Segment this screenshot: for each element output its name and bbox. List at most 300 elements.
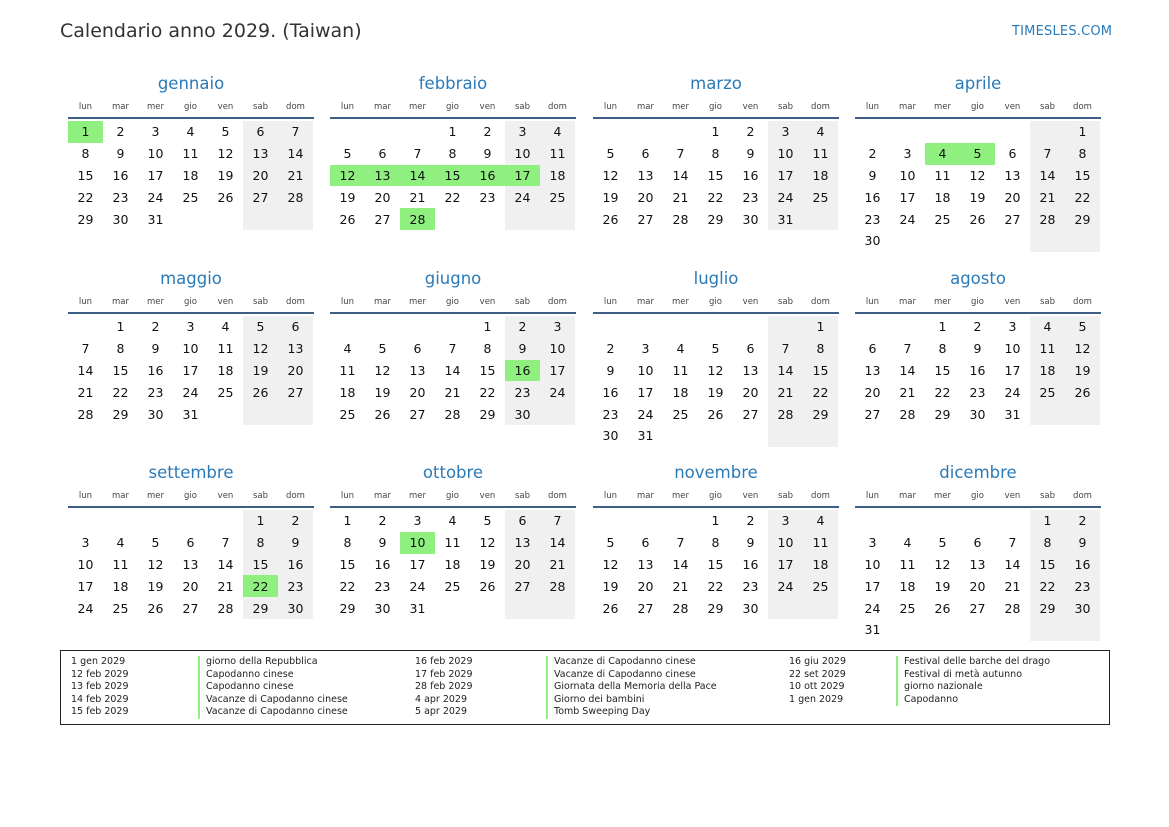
- day-cell[interactable]: 5: [221, 124, 230, 140]
- day-cell[interactable]: 7: [676, 535, 685, 551]
- day-cell[interactable]: 26: [374, 406, 391, 422]
- day-cell[interactable]: 31: [864, 622, 881, 638]
- day-cell[interactable]: 18: [540, 165, 575, 187]
- day-cell[interactable]: 16: [374, 556, 391, 572]
- day-cell[interactable]: 17: [540, 360, 575, 382]
- day-cell[interactable]: 30: [1065, 597, 1100, 619]
- day-cell[interactable]: 13: [505, 532, 540, 554]
- day-cell[interactable]: 18: [899, 578, 916, 594]
- day-cell[interactable]: 8: [483, 341, 492, 357]
- day-cell[interactable]: 9: [746, 146, 755, 162]
- day-cell[interactable]: 16: [742, 167, 759, 183]
- day-cell[interactable]: 21: [540, 554, 575, 576]
- day-cell[interactable]: 15: [934, 362, 951, 378]
- day-cell[interactable]: 11: [339, 362, 356, 378]
- day-cell[interactable]: 13: [637, 167, 654, 183]
- day-cell[interactable]: 21: [768, 381, 803, 403]
- day-cell[interactable]: 19: [374, 384, 391, 400]
- day-cell[interactable]: 7: [768, 338, 803, 360]
- day-cell[interactable]: 22: [479, 384, 496, 400]
- day-cell[interactable]: 7: [81, 341, 90, 357]
- day-cell[interactable]: 19: [934, 578, 951, 594]
- day-cell[interactable]: 26: [934, 600, 951, 616]
- day-cell[interactable]: 3: [540, 316, 575, 338]
- day-cell[interactable]: 26: [1065, 381, 1100, 403]
- day-cell[interactable]: 11: [672, 362, 689, 378]
- day-cell[interactable]: 25: [899, 600, 916, 616]
- day-cell[interactable]: 8: [803, 338, 838, 360]
- day-cell[interactable]: 27: [969, 600, 986, 616]
- day-cell[interactable]: 16: [742, 556, 759, 572]
- day-cell[interactable]: 18: [803, 165, 838, 187]
- day-cell[interactable]: 28: [672, 600, 689, 616]
- day-cell[interactable]: 14: [672, 556, 689, 572]
- day-cell[interactable]: 20: [1004, 189, 1021, 205]
- day-cell[interactable]: 13: [409, 362, 426, 378]
- day-cell[interactable]: 31: [768, 208, 803, 230]
- day-cell[interactable]: 25: [803, 186, 838, 208]
- day-cell[interactable]: 30: [742, 211, 759, 227]
- day-cell[interactable]: 16: [864, 189, 881, 205]
- day-cell[interactable]: 26: [147, 600, 164, 616]
- day-cell[interactable]: 17: [182, 362, 199, 378]
- day-cell[interactable]: 24: [899, 211, 916, 227]
- day-cell[interactable]: 22: [934, 384, 951, 400]
- day-cell[interactable]: 15: [112, 362, 129, 378]
- day-cell[interactable]: 26: [602, 211, 619, 227]
- day-cell[interactable]: 23: [278, 575, 313, 597]
- day-cell[interactable]: 11: [803, 143, 838, 165]
- day-cell[interactable]: 13: [864, 362, 881, 378]
- day-cell[interactable]: 30: [112, 211, 129, 227]
- day-cell[interactable]: 30: [147, 406, 164, 422]
- day-cell[interactable]: 15: [707, 167, 724, 183]
- day-cell[interactable]: 1: [1065, 121, 1100, 143]
- day-cell[interactable]: 15: [479, 362, 496, 378]
- day-cell[interactable]: 7: [540, 510, 575, 532]
- day-cell[interactable]: 2: [746, 513, 755, 529]
- day-cell[interactable]: 22: [77, 189, 94, 205]
- day-cell[interactable]: 28: [278, 186, 313, 208]
- day-cell[interactable]: 14: [540, 532, 575, 554]
- day-cell[interactable]: 3: [768, 121, 803, 143]
- day-cell[interactable]: 19: [339, 189, 356, 205]
- day-cell[interactable]: 10: [182, 341, 199, 357]
- day-cell[interactable]: 24: [637, 406, 654, 422]
- day-cell[interactable]: 28: [768, 403, 803, 425]
- day-cell[interactable]: 13: [742, 362, 759, 378]
- day-cell[interactable]: 8: [448, 146, 457, 162]
- day-cell[interactable]: 7: [221, 535, 230, 551]
- day-cell[interactable]: 30: [864, 233, 881, 249]
- day-cell[interactable]: 27: [243, 186, 278, 208]
- day-cell[interactable]: 19: [479, 556, 496, 572]
- day-cell[interactable]: 23: [147, 384, 164, 400]
- day-cell[interactable]: 4: [186, 124, 195, 140]
- day-cell[interactable]: 3: [151, 124, 160, 140]
- day-cell[interactable]: 5: [243, 316, 278, 338]
- day-cell[interactable]: 17: [768, 554, 803, 576]
- day-cell[interactable]: 21: [444, 384, 461, 400]
- day-cell[interactable]: 28: [1030, 208, 1065, 230]
- day-cell[interactable]: 16: [1065, 554, 1100, 576]
- day-cell[interactable]: 6: [505, 510, 540, 532]
- day-cell[interactable]: 12: [374, 362, 391, 378]
- day-cell[interactable]: 30: [505, 403, 540, 425]
- day-cell[interactable]: 19: [217, 167, 234, 183]
- holiday-day-cell[interactable]: 14: [400, 165, 435, 187]
- day-cell[interactable]: 22: [112, 384, 129, 400]
- day-cell[interactable]: 27: [374, 211, 391, 227]
- day-cell[interactable]: 11: [1030, 338, 1065, 360]
- day-cell[interactable]: 24: [182, 384, 199, 400]
- day-cell[interactable]: 20: [374, 189, 391, 205]
- day-cell[interactable]: 20: [182, 578, 199, 594]
- day-cell[interactable]: 9: [505, 338, 540, 360]
- day-cell[interactable]: 16: [602, 384, 619, 400]
- day-cell[interactable]: 28: [672, 211, 689, 227]
- day-cell[interactable]: 3: [1008, 319, 1017, 335]
- day-cell[interactable]: 30: [742, 600, 759, 616]
- day-cell[interactable]: 11: [934, 167, 951, 183]
- day-cell[interactable]: 15: [1065, 165, 1100, 187]
- day-cell[interactable]: 10: [864, 556, 881, 572]
- day-cell[interactable]: 20: [969, 578, 986, 594]
- day-cell[interactable]: 29: [707, 211, 724, 227]
- day-cell[interactable]: 21: [409, 189, 426, 205]
- day-cell[interactable]: 11: [182, 146, 199, 162]
- day-cell[interactable]: 3: [186, 319, 195, 335]
- day-cell[interactable]: 20: [409, 384, 426, 400]
- day-cell[interactable]: 5: [606, 535, 615, 551]
- day-cell[interactable]: 30: [278, 597, 313, 619]
- day-cell[interactable]: 28: [1004, 600, 1021, 616]
- day-cell[interactable]: 25: [672, 406, 689, 422]
- day-cell[interactable]: 29: [1065, 208, 1100, 230]
- day-cell[interactable]: 2: [973, 319, 982, 335]
- day-cell[interactable]: 6: [746, 341, 755, 357]
- day-cell[interactable]: 9: [278, 532, 313, 554]
- day-cell[interactable]: 16: [112, 167, 129, 183]
- day-cell[interactable]: 4: [803, 510, 838, 532]
- day-cell[interactable]: 15: [339, 556, 356, 572]
- day-cell[interactable]: 17: [899, 189, 916, 205]
- day-cell[interactable]: 19: [1065, 360, 1100, 382]
- day-cell[interactable]: 21: [278, 165, 313, 187]
- day-cell[interactable]: 1: [938, 319, 947, 335]
- day-cell[interactable]: 14: [217, 556, 234, 572]
- day-cell[interactable]: 11: [803, 532, 838, 554]
- day-cell[interactable]: 26: [479, 578, 496, 594]
- day-cell[interactable]: 2: [606, 341, 615, 357]
- day-cell[interactable]: 8: [1030, 532, 1065, 554]
- day-cell[interactable]: 8: [938, 341, 947, 357]
- day-cell[interactable]: 7: [676, 146, 685, 162]
- day-cell[interactable]: 14: [899, 362, 916, 378]
- day-cell[interactable]: 12: [479, 535, 496, 551]
- day-cell[interactable]: 18: [1030, 360, 1065, 382]
- day-cell[interactable]: 25: [444, 578, 461, 594]
- day-cell[interactable]: 3: [413, 513, 422, 529]
- holiday-day-cell[interactable]: 16: [470, 165, 505, 187]
- day-cell[interactable]: 31: [1004, 406, 1021, 422]
- day-cell[interactable]: 7: [1008, 535, 1017, 551]
- day-cell[interactable]: 10: [505, 143, 540, 165]
- day-cell[interactable]: 1: [711, 124, 720, 140]
- holiday-day-cell[interactable]: 28: [400, 208, 435, 230]
- day-cell[interactable]: 4: [343, 341, 352, 357]
- day-cell[interactable]: 7: [448, 341, 457, 357]
- day-cell[interactable]: 15: [77, 167, 94, 183]
- day-cell[interactable]: 1: [483, 319, 492, 335]
- day-cell[interactable]: 9: [1065, 532, 1100, 554]
- day-cell[interactable]: 10: [77, 556, 94, 572]
- day-cell[interactable]: 2: [505, 316, 540, 338]
- day-cell[interactable]: 6: [186, 535, 195, 551]
- day-cell[interactable]: 23: [479, 189, 496, 205]
- day-cell[interactable]: 13: [182, 556, 199, 572]
- day-cell[interactable]: 1: [711, 513, 720, 529]
- day-cell[interactable]: 21: [672, 578, 689, 594]
- day-cell[interactable]: 25: [112, 600, 129, 616]
- day-cell[interactable]: 5: [1065, 316, 1100, 338]
- day-cell[interactable]: 31: [637, 428, 654, 444]
- day-cell[interactable]: 5: [711, 341, 720, 357]
- day-cell[interactable]: 29: [479, 406, 496, 422]
- day-cell[interactable]: 24: [409, 578, 426, 594]
- day-cell[interactable]: 24: [147, 189, 164, 205]
- day-cell[interactable]: 24: [768, 575, 803, 597]
- day-cell[interactable]: 27: [182, 600, 199, 616]
- day-cell[interactable]: 2: [483, 124, 492, 140]
- day-cell[interactable]: 8: [81, 146, 90, 162]
- day-cell[interactable]: 14: [672, 167, 689, 183]
- day-cell[interactable]: 25: [182, 189, 199, 205]
- day-cell[interactable]: 23: [374, 578, 391, 594]
- day-cell[interactable]: 17: [147, 167, 164, 183]
- day-cell[interactable]: 14: [278, 143, 313, 165]
- day-cell[interactable]: 10: [540, 338, 575, 360]
- day-cell[interactable]: 24: [77, 600, 94, 616]
- day-cell[interactable]: 19: [602, 189, 619, 205]
- day-cell[interactable]: 27: [278, 381, 313, 403]
- day-cell[interactable]: 16: [278, 554, 313, 576]
- day-cell[interactable]: 24: [768, 186, 803, 208]
- day-cell[interactable]: 13: [243, 143, 278, 165]
- day-cell[interactable]: 22: [707, 578, 724, 594]
- day-cell[interactable]: 8: [1065, 143, 1100, 165]
- day-cell[interactable]: 8: [243, 532, 278, 554]
- day-cell[interactable]: 17: [768, 165, 803, 187]
- day-cell[interactable]: 9: [606, 362, 615, 378]
- day-cell[interactable]: 18: [803, 554, 838, 576]
- day-cell[interactable]: 3: [903, 146, 912, 162]
- day-cell[interactable]: 11: [444, 535, 461, 551]
- day-cell[interactable]: 21: [77, 384, 94, 400]
- day-cell[interactable]: 25: [339, 406, 356, 422]
- day-cell[interactable]: 28: [77, 406, 94, 422]
- day-cell[interactable]: 5: [343, 146, 352, 162]
- holiday-day-cell[interactable]: 10: [400, 532, 435, 554]
- day-cell[interactable]: 3: [868, 535, 877, 551]
- day-cell[interactable]: 12: [243, 338, 278, 360]
- day-cell[interactable]: 4: [116, 535, 125, 551]
- day-cell[interactable]: 15: [243, 554, 278, 576]
- day-cell[interactable]: 29: [934, 406, 951, 422]
- day-cell[interactable]: 22: [1030, 575, 1065, 597]
- holiday-day-cell[interactable]: 12: [330, 165, 365, 187]
- day-cell[interactable]: 28: [899, 406, 916, 422]
- day-cell[interactable]: 4: [903, 535, 912, 551]
- day-cell[interactable]: 25: [217, 384, 234, 400]
- day-cell[interactable]: 12: [147, 556, 164, 572]
- day-cell[interactable]: 2: [868, 146, 877, 162]
- holiday-day-cell[interactable]: 4: [925, 143, 960, 165]
- day-cell[interactable]: 2: [1065, 510, 1100, 532]
- day-cell[interactable]: 9: [973, 341, 982, 357]
- day-cell[interactable]: 9: [868, 167, 877, 183]
- day-cell[interactable]: 26: [969, 211, 986, 227]
- day-cell[interactable]: 16: [969, 362, 986, 378]
- day-cell[interactable]: 19: [147, 578, 164, 594]
- day-cell[interactable]: 23: [505, 381, 540, 403]
- day-cell[interactable]: 12: [1065, 338, 1100, 360]
- day-cell[interactable]: 3: [505, 121, 540, 143]
- day-cell[interactable]: 12: [707, 362, 724, 378]
- day-cell[interactable]: 27: [505, 575, 540, 597]
- day-cell[interactable]: 5: [606, 146, 615, 162]
- day-cell[interactable]: 22: [803, 381, 838, 403]
- day-cell[interactable]: 13: [1004, 167, 1021, 183]
- day-cell[interactable]: 23: [742, 578, 759, 594]
- holiday-day-cell[interactable]: 17: [505, 165, 540, 187]
- day-cell[interactable]: 20: [637, 189, 654, 205]
- day-cell[interactable]: 12: [602, 167, 619, 183]
- day-cell[interactable]: 18: [339, 384, 356, 400]
- day-cell[interactable]: 29: [77, 211, 94, 227]
- day-cell[interactable]: 14: [768, 360, 803, 382]
- day-cell[interactable]: 20: [637, 578, 654, 594]
- day-cell[interactable]: 7: [278, 121, 313, 143]
- day-cell[interactable]: 26: [217, 189, 234, 205]
- day-cell[interactable]: 22: [707, 189, 724, 205]
- day-cell[interactable]: 29: [707, 600, 724, 616]
- day-cell[interactable]: 31: [182, 406, 199, 422]
- day-cell[interactable]: 13: [637, 556, 654, 572]
- day-cell[interactable]: 17: [1004, 362, 1021, 378]
- day-cell[interactable]: 7: [903, 341, 912, 357]
- day-cell[interactable]: 14: [1030, 165, 1065, 187]
- holiday-day-cell[interactable]: 5: [960, 143, 995, 165]
- day-cell[interactable]: 26: [339, 211, 356, 227]
- day-cell[interactable]: 9: [151, 341, 160, 357]
- day-cell[interactable]: 27: [637, 600, 654, 616]
- holiday-day-cell[interactable]: 16: [505, 360, 540, 382]
- day-cell[interactable]: 3: [641, 341, 650, 357]
- day-cell[interactable]: 1: [803, 316, 838, 338]
- day-cell[interactable]: 6: [641, 146, 650, 162]
- day-cell[interactable]: 21: [1030, 186, 1065, 208]
- day-cell[interactable]: 1: [448, 124, 457, 140]
- day-cell[interactable]: 4: [448, 513, 457, 529]
- day-cell[interactable]: 1: [1030, 510, 1065, 532]
- day-cell[interactable]: 18: [182, 167, 199, 183]
- day-cell[interactable]: 18: [934, 189, 951, 205]
- day-cell[interactable]: 8: [343, 535, 352, 551]
- day-cell[interactable]: 18: [217, 362, 234, 378]
- day-cell[interactable]: 19: [969, 189, 986, 205]
- day-cell[interactable]: 23: [602, 406, 619, 422]
- day-cell[interactable]: 6: [243, 121, 278, 143]
- day-cell[interactable]: 5: [151, 535, 160, 551]
- day-cell[interactable]: 21: [899, 384, 916, 400]
- day-cell[interactable]: 23: [969, 384, 986, 400]
- day-cell[interactable]: 25: [540, 186, 575, 208]
- day-cell[interactable]: 24: [540, 381, 575, 403]
- day-cell[interactable]: 17: [409, 556, 426, 572]
- day-cell[interactable]: 7: [413, 146, 422, 162]
- day-cell[interactable]: 11: [217, 341, 234, 357]
- day-cell[interactable]: 15: [1030, 554, 1065, 576]
- day-cell[interactable]: 14: [444, 362, 461, 378]
- day-cell[interactable]: 6: [973, 535, 982, 551]
- day-cell[interactable]: 27: [1004, 211, 1021, 227]
- day-cell[interactable]: 27: [864, 406, 881, 422]
- day-cell[interactable]: 27: [742, 406, 759, 422]
- day-cell[interactable]: 11: [899, 556, 916, 572]
- day-cell[interactable]: 30: [969, 406, 986, 422]
- day-cell[interactable]: 16: [147, 362, 164, 378]
- day-cell[interactable]: 28: [540, 575, 575, 597]
- day-cell[interactable]: 6: [641, 535, 650, 551]
- day-cell[interactable]: 10: [637, 362, 654, 378]
- day-cell[interactable]: 20: [864, 384, 881, 400]
- day-cell[interactable]: 27: [637, 211, 654, 227]
- day-cell[interactable]: 12: [602, 556, 619, 572]
- day-cell[interactable]: 6: [413, 341, 422, 357]
- day-cell[interactable]: 31: [409, 600, 426, 616]
- day-cell[interactable]: 2: [116, 124, 125, 140]
- day-cell[interactable]: 9: [378, 535, 387, 551]
- day-cell[interactable]: 11: [112, 556, 129, 572]
- day-cell[interactable]: 28: [217, 600, 234, 616]
- day-cell[interactable]: 10: [147, 146, 164, 162]
- day-cell[interactable]: 20: [278, 360, 313, 382]
- day-cell[interactable]: 2: [378, 513, 387, 529]
- day-cell[interactable]: 29: [243, 597, 278, 619]
- day-cell[interactable]: 23: [112, 189, 129, 205]
- holiday-day-cell[interactable]: 13: [365, 165, 400, 187]
- day-cell[interactable]: 22: [1065, 186, 1100, 208]
- day-cell[interactable]: 5: [378, 341, 387, 357]
- day-cell[interactable]: 13: [969, 556, 986, 572]
- day-cell[interactable]: 8: [711, 535, 720, 551]
- day-cell[interactable]: 20: [243, 165, 278, 187]
- brand-link[interactable]: TIMESLES.COM: [1012, 24, 1113, 39]
- day-cell[interactable]: 30: [374, 600, 391, 616]
- day-cell[interactable]: 21: [1004, 578, 1021, 594]
- day-cell[interactable]: 6: [1008, 146, 1017, 162]
- day-cell[interactable]: 15: [803, 360, 838, 382]
- day-cell[interactable]: 26: [243, 381, 278, 403]
- holiday-day-cell[interactable]: 15: [435, 165, 470, 187]
- day-cell[interactable]: 5: [938, 535, 947, 551]
- day-cell[interactable]: 6: [278, 316, 313, 338]
- holiday-day-cell[interactable]: 22: [243, 575, 278, 597]
- day-cell[interactable]: 27: [409, 406, 426, 422]
- day-cell[interactable]: 1: [116, 319, 125, 335]
- day-cell[interactable]: 31: [147, 211, 164, 227]
